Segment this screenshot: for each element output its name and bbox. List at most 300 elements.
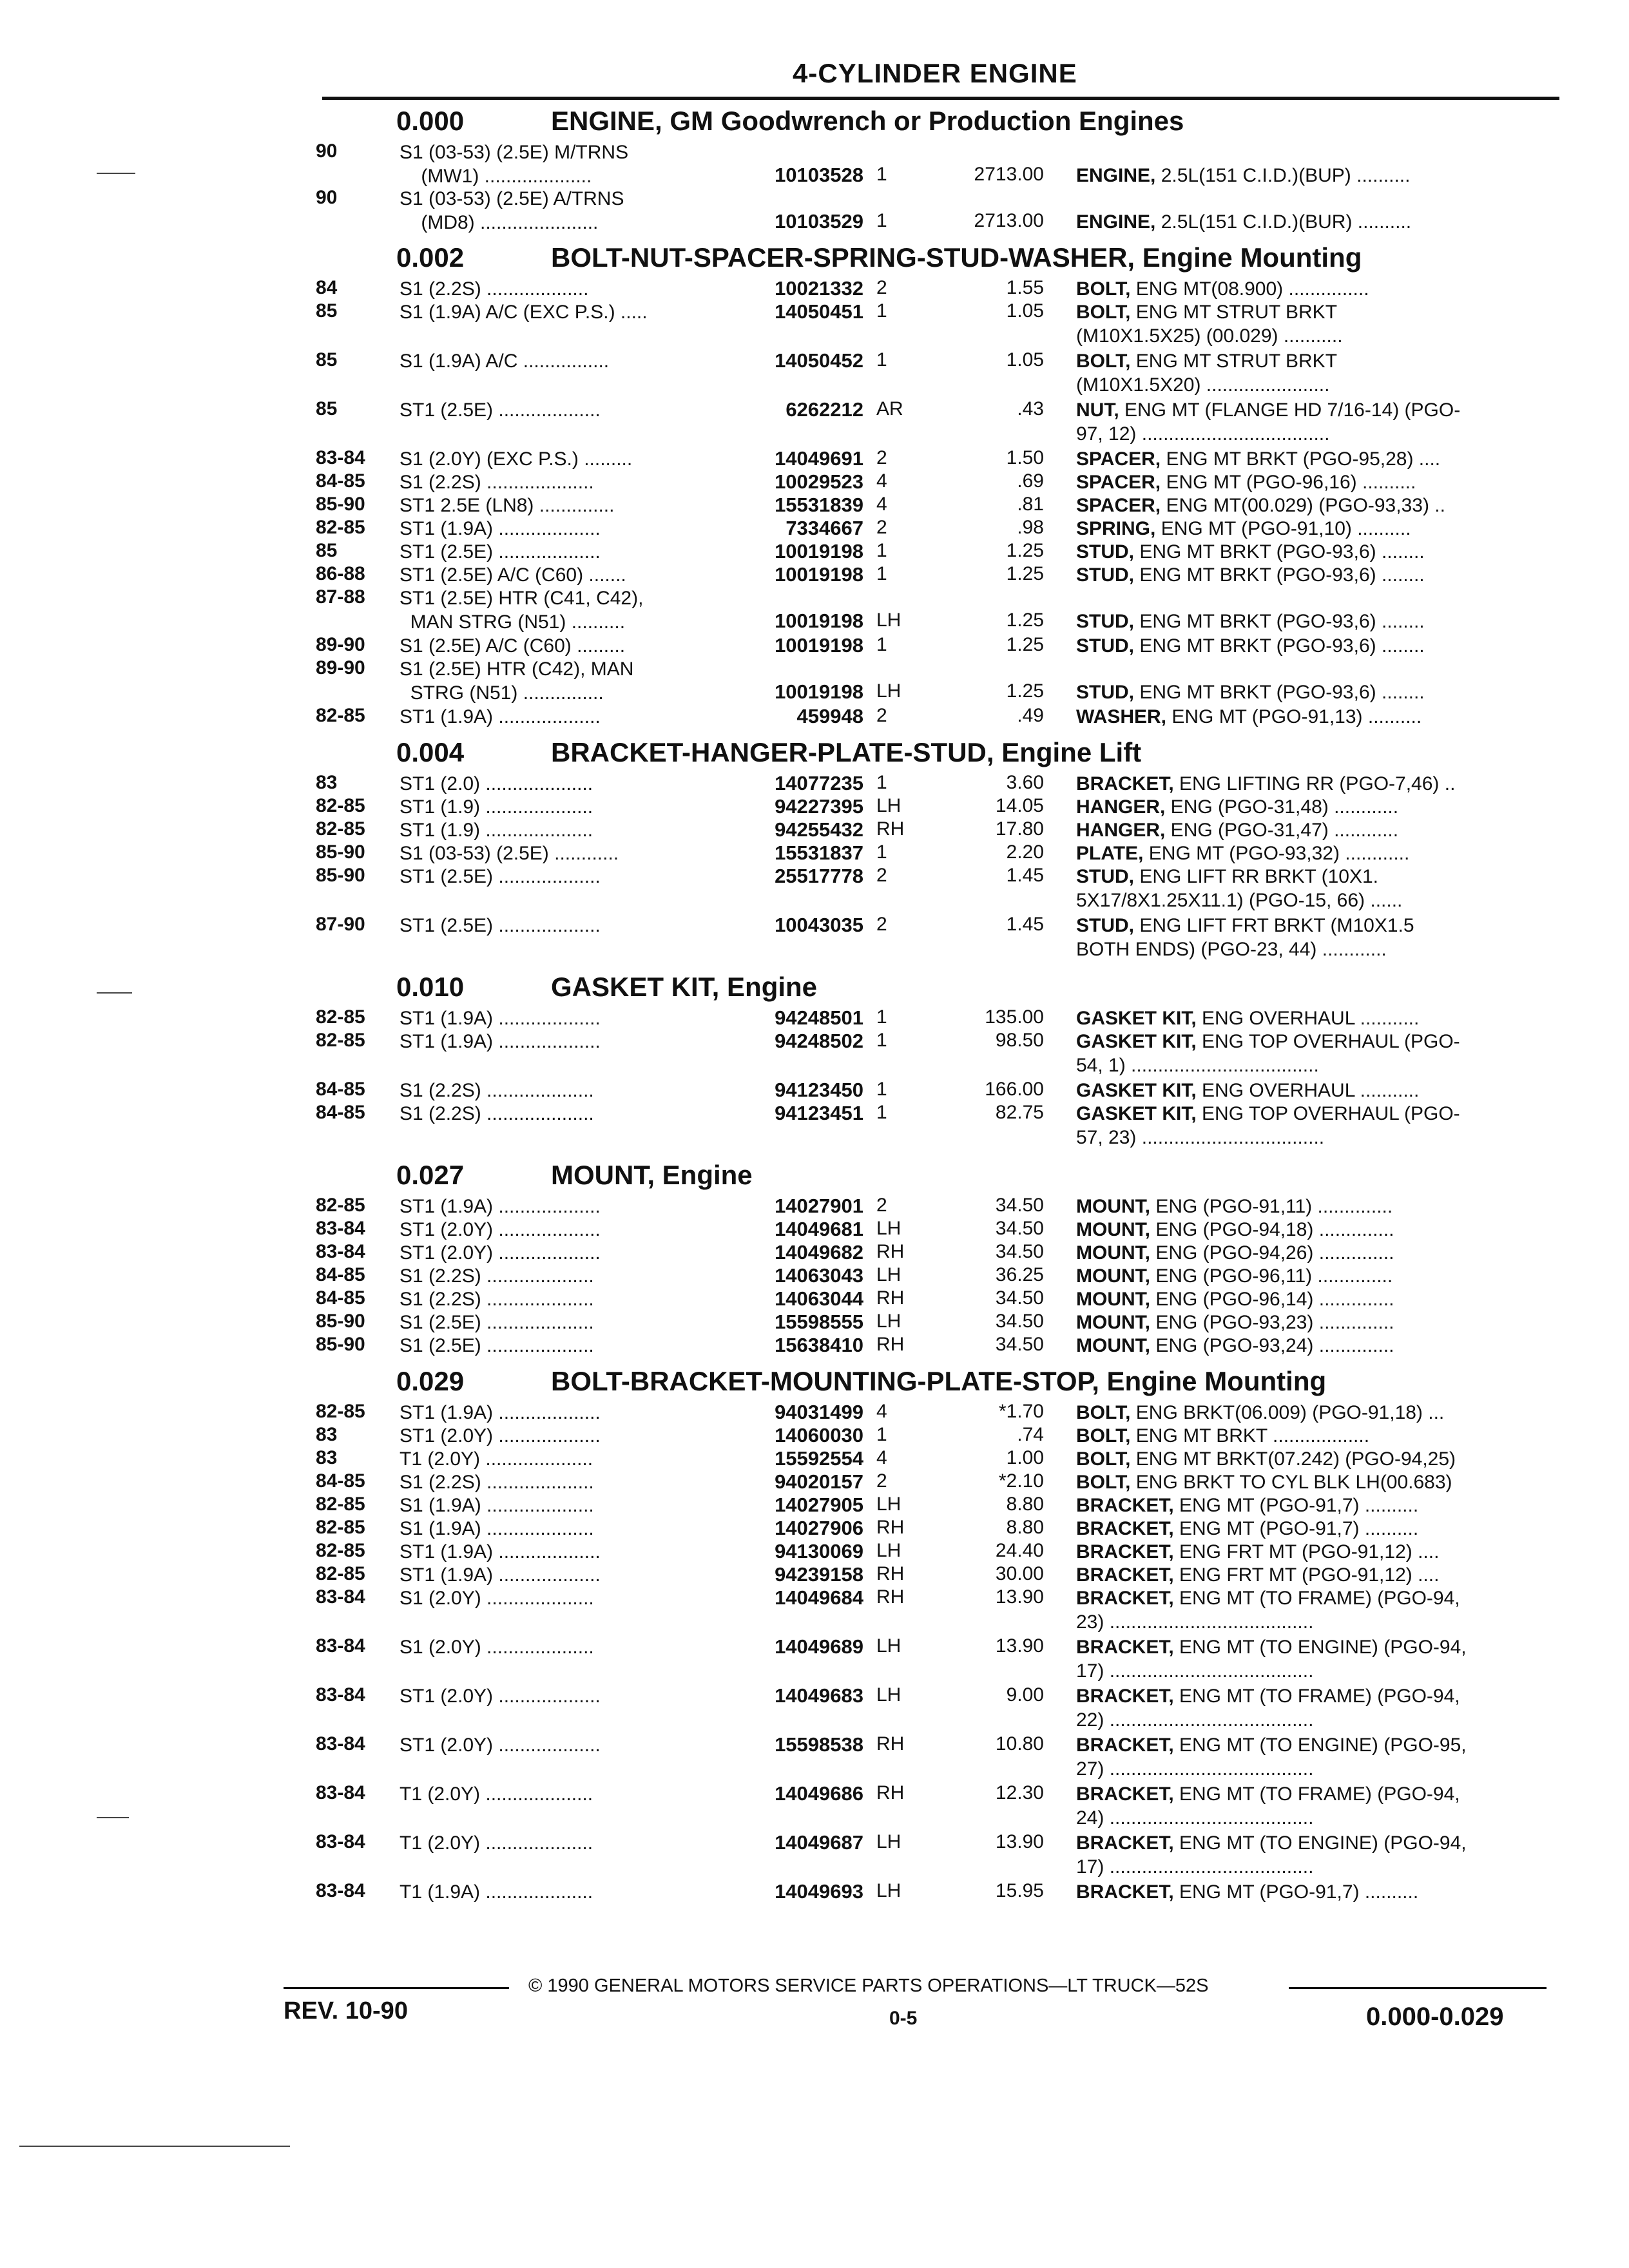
part-number: 10019198: [775, 540, 863, 562]
price: 3.60: [1006, 772, 1044, 793]
model-year: 82-85: [316, 1563, 365, 1584]
part-number: 10103528: [775, 164, 863, 186]
part-description: [1076, 563, 1553, 587]
price: *2.10: [998, 1470, 1044, 1492]
part-name: MOUNT,: [1076, 1196, 1150, 1217]
model-year: 85: [316, 398, 338, 419]
model-year: 82-85: [316, 1030, 365, 1051]
part-description: [1076, 1006, 1553, 1030]
part-description: [1076, 1563, 1553, 1587]
part-description: [1076, 1334, 1553, 1358]
part-description: [1076, 1311, 1553, 1334]
part-name: MOUNT,: [1076, 1312, 1150, 1333]
model-year: 82-85: [316, 517, 365, 538]
part-detail: 2.5L(151 C.I.D.)(BUP) ..........: [1155, 165, 1411, 186]
model-application: ST1 (2.0Y) ...................: [400, 1219, 601, 1240]
part-row: [316, 1831, 1559, 1880]
part-detail: ENG (PGO-91,11) ..............: [1150, 1196, 1393, 1217]
part-row: [316, 865, 1559, 914]
part-number: 10019198: [775, 610, 863, 632]
model-year: 82-85: [316, 818, 365, 840]
page-header: [322, 58, 1559, 100]
model-application: ST1 (2.0Y) ...................: [400, 1686, 601, 1707]
part-name: MOUNT,: [1076, 1242, 1150, 1264]
part-number: 14027906: [775, 1517, 863, 1539]
part-row: [316, 1401, 1559, 1424]
part-name: BRACKET,: [1076, 1518, 1174, 1539]
quantity: LH: [876, 1540, 901, 1561]
section-code: 0.000: [396, 106, 465, 136]
part-description: [1076, 1831, 1553, 1879]
part-number: 14063043: [775, 1264, 863, 1287]
part-name: MOUNT,: [1076, 1265, 1150, 1287]
quantity: LH: [876, 1831, 901, 1852]
price: 8.80: [1006, 1517, 1044, 1538]
part-number: 14049689: [775, 1635, 863, 1658]
part-number: 14049682: [775, 1241, 863, 1264]
model-year: 85: [316, 540, 338, 561]
quantity: RH: [876, 1241, 905, 1262]
part-name: BOLT,: [1076, 1402, 1131, 1423]
quantity: 2: [876, 1470, 887, 1492]
part-row: [316, 1006, 1559, 1030]
section-title: GASKET KIT, Engine: [551, 972, 818, 1002]
part-number: 94227395: [775, 795, 863, 818]
model-year: 84: [316, 277, 338, 298]
part-detail: ENG BRKT TO CYL BLK LH(00.683): [1130, 1472, 1452, 1493]
part-name: BRACKET,: [1076, 1881, 1174, 1903]
price: .49: [1017, 705, 1044, 726]
section-title: BRACKET-HANGER-PLATE-STUD, Engine Lift: [551, 737, 1142, 767]
model-application: S1 (2.0Y) (EXC P.S.) .........: [400, 448, 633, 470]
model-year: 86-88: [316, 563, 365, 584]
quantity: 1: [876, 634, 887, 655]
part-detail: ENG LIFT RR BRKT (10X1. 5X17/8X1.25X11.1) (PGO-15, 66) ......: [1076, 866, 1403, 911]
quantity: RH: [876, 1517, 905, 1538]
price: 15.95: [995, 1880, 1044, 1901]
model-application: S1 (2.5E) ....................: [400, 1335, 594, 1356]
part-number: 94130069: [775, 1540, 863, 1562]
part-name: GASKET KIT,: [1076, 1080, 1197, 1101]
part-row: [316, 140, 1559, 187]
part-number: 10019198: [775, 563, 863, 586]
model-year: 83-84: [316, 1586, 365, 1608]
footer-rule-right: [1289, 1987, 1547, 1989]
model-application: S1 (2.5E) ....................: [400, 1312, 594, 1333]
part-row: [316, 1264, 1559, 1287]
part-description: [1076, 1401, 1553, 1425]
quantity: 1: [876, 349, 887, 370]
model-year: 82-85: [316, 795, 365, 816]
model-application: ST1 (2.5E) ...................: [400, 866, 601, 887]
part-row: [316, 1733, 1559, 1782]
part-row: [316, 1334, 1559, 1357]
price: 14.05: [995, 795, 1044, 816]
price: 1.00: [1006, 1447, 1044, 1468]
part-description: [1076, 914, 1553, 961]
section-heading: [316, 966, 1559, 1006]
part-description: [1076, 1470, 1553, 1494]
part-name: BRACKET,: [1076, 1832, 1174, 1854]
quantity: 1: [876, 841, 887, 863]
model-application: S1 (2.2S) ....................: [400, 472, 594, 493]
part-detail: ENG FRT MT (PGO-91,12) ....: [1173, 1541, 1440, 1562]
margin-mark: [19, 2146, 290, 2147]
part-detail: ENG (PGO-94,26) ..............: [1150, 1242, 1394, 1264]
part-number: 14049691: [775, 447, 863, 470]
model-application: ST1 (1.9A) ...................: [400, 1031, 601, 1052]
section-title: BOLT-NUT-SPACER-SPRING-STUD-WASHER, Engine Mounting: [551, 242, 1362, 273]
part-number: 14027901: [775, 1195, 863, 1217]
quantity: 2: [876, 865, 887, 886]
model-application: S1 (2.2S) ....................: [400, 1472, 594, 1493]
price: 1.25: [1006, 540, 1044, 561]
quantity: LH: [876, 610, 901, 631]
part-number: 14050452: [775, 349, 863, 372]
section-title: ENGINE, GM Goodwrench or Production Engines: [551, 106, 1184, 136]
quantity: RH: [876, 1586, 905, 1608]
price: 1.45: [1006, 865, 1044, 886]
part-name: MOUNT,: [1076, 1335, 1150, 1356]
model-year: 87-88: [316, 586, 365, 608]
model-year: 83-84: [316, 1831, 365, 1852]
part-detail: ENG OVERHAUL ...........: [1196, 1080, 1420, 1101]
price: 34.50: [995, 1334, 1044, 1355]
price: 98.50: [995, 1030, 1044, 1051]
part-number: 14049681: [775, 1218, 863, 1240]
price: 1.55: [1006, 277, 1044, 298]
quantity: 4: [876, 1401, 887, 1422]
model-year: 84-85: [316, 470, 365, 492]
part-name: BRACKET,: [1076, 773, 1174, 794]
part-name: BRACKET,: [1076, 1783, 1174, 1805]
price: 166.00: [985, 1079, 1044, 1100]
model-year: 85-90: [316, 494, 365, 515]
part-number: 14049683: [775, 1684, 863, 1707]
revision-label: REV. 10-90: [284, 1997, 408, 2024]
quantity: AR: [876, 398, 903, 419]
model-year: 84-85: [316, 1470, 365, 1492]
quantity: RH: [876, 818, 905, 840]
part-detail: ENG TOP OVERHAUL (PGO- 54, 1) ...................................: [1076, 1031, 1460, 1076]
model-application: T1 (1.9A) ....................: [400, 1881, 593, 1903]
quantity: 2: [876, 914, 887, 935]
quantity: 1: [876, 1006, 887, 1028]
model-year: 84-85: [316, 1264, 365, 1285]
quantity: RH: [876, 1782, 905, 1803]
part-detail: ENG MT BRKT (PGO-93,6) ........: [1134, 611, 1425, 632]
part-detail: ENG (PGO-31,48) ............: [1165, 796, 1399, 818]
model-application: ST1 (1.9A) ...................: [400, 1008, 601, 1029]
part-number: 14049693: [775, 1880, 863, 1903]
part-detail: ENG TOP OVERHAUL (PGO- 57, 23) ..................................: [1076, 1103, 1460, 1148]
quantity: LH: [876, 795, 901, 816]
quantity: LH: [876, 1684, 901, 1706]
part-detail: ENG MT BRKT (PGO-93,6) ........: [1134, 682, 1425, 703]
model-year: 90: [316, 140, 338, 162]
part-detail: ENG MT (TO FRAME) (PGO-94, 24) ......................................: [1076, 1783, 1460, 1829]
part-name: HANGER,: [1076, 796, 1166, 818]
part-number: 14050451: [775, 300, 863, 323]
part-detail: ENG MT (FLANGE HD 7/16-14) (PGO- 97, 12) ...................................: [1076, 399, 1461, 445]
page-title: 4-CYLINDER ENGINE: [793, 58, 1077, 88]
margin-mark: [97, 1817, 129, 1818]
model-year: 87-90: [316, 914, 365, 935]
part-description: [1076, 610, 1553, 633]
model-application: S1 (1.9A) ....................: [400, 1495, 594, 1516]
part-detail: ENG MT BRKT (PGO-93,6) ........: [1134, 564, 1425, 586]
price: 34.50: [995, 1195, 1044, 1216]
price: .74: [1017, 1424, 1044, 1445]
part-row: [316, 705, 1559, 728]
part-name: BOLT,: [1076, 1472, 1131, 1493]
model-application: S1 (2.2S) ....................: [400, 1103, 594, 1124]
part-description: [1076, 1218, 1553, 1242]
part-row: [316, 1517, 1559, 1540]
model-application: ST1 (2.0Y) ...................: [400, 1735, 601, 1756]
part-row: [316, 1079, 1559, 1102]
model-application: ST1 (2.5E) ...................: [400, 399, 601, 421]
price: 36.25: [995, 1264, 1044, 1285]
quantity: 2: [876, 277, 887, 298]
part-detail: ENG MT (TO ENGINE) (PGO-95, 27) ......................................: [1076, 1735, 1467, 1780]
part-number: 94248501: [775, 1006, 863, 1029]
model-year: 85: [316, 300, 338, 322]
part-description: [1076, 1447, 1553, 1471]
part-row: [316, 841, 1559, 865]
part-row: [316, 187, 1559, 233]
part-number: 10043035: [775, 914, 863, 936]
part-name: STUD,: [1076, 541, 1134, 562]
price: 30.00: [995, 1563, 1044, 1584]
model-year: 89-90: [316, 657, 365, 678]
part-number: 14027905: [775, 1494, 863, 1516]
part-description: [1076, 210, 1553, 234]
part-number: 94031499: [775, 1401, 863, 1423]
part-name: SPACER,: [1076, 495, 1161, 516]
part-detail: ENG MT(08.900) ...............: [1130, 278, 1369, 300]
section-heading: [316, 101, 1559, 140]
part-detail: ENG MT BRKT ..................: [1130, 1425, 1370, 1446]
model-year: 82-85: [316, 1401, 365, 1422]
price: 24.40: [995, 1540, 1044, 1561]
part-row: [316, 1424, 1559, 1447]
part-row: [316, 586, 1559, 634]
model-year: 83-84: [316, 1218, 365, 1239]
quantity: LH: [876, 1311, 901, 1332]
part-description: [1076, 349, 1553, 397]
price: .69: [1017, 470, 1044, 492]
part-name: BRACKET,: [1076, 1564, 1174, 1586]
part-row: [316, 447, 1559, 470]
part-name: STUD,: [1076, 915, 1134, 936]
part-detail: ENG MT (PGO-91,13) ..........: [1166, 706, 1422, 727]
part-name: WASHER,: [1076, 706, 1167, 727]
price: 135.00: [985, 1006, 1044, 1028]
part-number: 7334667: [786, 517, 863, 539]
part-detail: ENG MT (TO FRAME) (PGO-94, 23) ......................................: [1076, 1588, 1460, 1633]
quantity: LH: [876, 680, 901, 702]
page-footer: [284, 1972, 1540, 2062]
quantity: 1: [876, 540, 887, 561]
part-description: [1076, 818, 1553, 842]
model-application: ST1 (1.9A) ...................: [400, 1541, 601, 1562]
part-number: 15638410: [775, 1334, 863, 1356]
model-year: 85: [316, 349, 338, 370]
part-detail: ENG LIFT FRT BRKT (M10X1.5 BOTH ENDS) (PGO-23, 44) ............: [1076, 915, 1414, 960]
part-row: [316, 1586, 1559, 1635]
quantity: LH: [876, 1880, 901, 1901]
quantity: RH: [876, 1287, 905, 1309]
price: 17.80: [995, 818, 1044, 840]
part-row: [316, 914, 1559, 963]
part-row: [316, 1241, 1559, 1264]
price: 2713.00: [974, 164, 1044, 185]
part-name: GASKET KIT,: [1076, 1103, 1197, 1124]
model-application: ST1 (2.5E) ...................: [400, 915, 601, 936]
part-row: [316, 1635, 1559, 1684]
part-row: [316, 470, 1559, 494]
part-description: [1076, 795, 1553, 819]
quantity: 1: [876, 300, 887, 322]
part-description: [1076, 470, 1553, 494]
part-name: HANGER,: [1076, 820, 1166, 841]
part-name: BRACKET,: [1076, 1541, 1174, 1562]
price: 10.80: [995, 1733, 1044, 1754]
part-number: 94248502: [775, 1030, 863, 1052]
part-detail: ENG MT STRUT BRKT (M10X1.5X25) (00.029) ...........: [1076, 302, 1343, 347]
part-description: [1076, 1880, 1553, 1904]
part-detail: ENG (PGO-96,14) ..............: [1150, 1289, 1394, 1310]
part-description: [1076, 1264, 1553, 1288]
quantity: 1: [876, 1079, 887, 1100]
price: 34.50: [995, 1287, 1044, 1309]
model-application: ST1 (2.0Y) ...................: [400, 1242, 601, 1264]
price: 13.90: [995, 1586, 1044, 1608]
model-year: 83-84: [316, 1684, 365, 1706]
model-year: 83-84: [316, 1733, 365, 1754]
model-application: S1 (1.9A) A/C (EXC P.S.) .....: [400, 302, 648, 323]
part-name: SPACER,: [1076, 472, 1161, 493]
model-year: 83: [316, 1424, 338, 1445]
part-row: [316, 1494, 1559, 1517]
part-number: 94020157: [775, 1470, 863, 1493]
part-description: [1076, 1195, 1553, 1218]
part-name: MOUNT,: [1076, 1289, 1150, 1310]
part-description: [1076, 1287, 1553, 1311]
quantity: RH: [876, 1563, 905, 1584]
part-number: 15598538: [775, 1733, 863, 1756]
price: 1.45: [1006, 914, 1044, 935]
part-detail: ENG MT (TO ENGINE) (PGO-94, 17) ......................................: [1076, 1832, 1467, 1878]
model-application: S1 (03-53) (2.5E) ............: [400, 843, 619, 864]
copyright-notice: © 1990 GENERAL MOTORS SERVICE PARTS OPERATIONS—LT TRUCK—52S: [528, 1975, 1209, 1996]
part-number: 94255432: [775, 818, 863, 841]
model-application: ST1 (1.9) ....................: [400, 820, 593, 841]
part-number: 10019198: [775, 680, 863, 703]
part-number: 10103529: [775, 210, 863, 233]
price: 1.05: [1006, 300, 1044, 322]
price: *1.70: [998, 1401, 1044, 1422]
part-row: [316, 398, 1559, 447]
part-number: 14060030: [775, 1424, 863, 1446]
price: 1.25: [1006, 563, 1044, 584]
part-name: BRACKET,: [1076, 1588, 1174, 1609]
model-application: S1 (2.5E) A/C (C60) .........: [400, 635, 626, 657]
price: 1.25: [1006, 680, 1044, 702]
model-application: S1 (2.2S) ....................: [400, 1080, 594, 1101]
model-application: S1 (2.0Y) ....................: [400, 1588, 594, 1609]
part-name: STUD,: [1076, 866, 1134, 887]
part-detail: ENG MT (PGO-91,10) ..........: [1155, 518, 1411, 539]
part-name: ENGINE,: [1076, 211, 1156, 233]
part-description: [1076, 1030, 1553, 1077]
part-detail: ENG (PGO-93,24) ..............: [1150, 1335, 1394, 1356]
model-application: ST1 (2.0Y) ...................: [400, 1425, 601, 1446]
part-detail: ENG MT(00.029) (PGO-93,33) ..: [1161, 495, 1445, 516]
part-description: [1076, 1241, 1553, 1265]
part-detail: ENG BRKT(06.009) (PGO-91,18) ...: [1130, 1402, 1445, 1423]
part-name: BOLT,: [1076, 278, 1131, 300]
catalog-section: [316, 237, 1559, 728]
price: 12.30: [995, 1782, 1044, 1803]
part-row: [316, 300, 1559, 349]
part-row: [316, 540, 1559, 563]
part-description: [1076, 1102, 1553, 1149]
part-detail: ENG MT (TO FRAME) (PGO-94, 22) ......................................: [1076, 1686, 1460, 1731]
part-description: [1076, 634, 1553, 658]
part-description: [1076, 540, 1553, 564]
part-name: BOLT,: [1076, 351, 1131, 372]
quantity: RH: [876, 1334, 905, 1355]
part-detail: ENG FRT MT (PGO-91,12) ....: [1173, 1564, 1440, 1586]
model-application: ST1 (1.9) ....................: [400, 796, 593, 818]
part-detail: ENG MT (PGO-93,32) ............: [1143, 843, 1410, 864]
catalog-section: [316, 101, 1559, 233]
part-name: GASKET KIT,: [1076, 1008, 1197, 1029]
model-application: T1 (2.0Y) ....................: [400, 1783, 593, 1805]
part-description: [1076, 865, 1553, 912]
model-year: 82-85: [316, 1006, 365, 1028]
margin-mark: [97, 992, 132, 994]
model-application: S1 (2.2S) ...................: [400, 278, 589, 300]
quantity: LH: [876, 1635, 901, 1657]
model-year: 82-85: [316, 1517, 365, 1538]
quantity: 4: [876, 494, 887, 515]
part-number: 459948: [796, 705, 863, 727]
part-name: ENGINE,: [1076, 165, 1156, 186]
price: 34.50: [995, 1241, 1044, 1262]
quantity: 1: [876, 1424, 887, 1445]
part-row: [316, 1540, 1559, 1563]
part-row: [316, 1311, 1559, 1334]
part-name: PLATE,: [1076, 843, 1144, 864]
model-application: S1 (2.2S) ....................: [400, 1289, 594, 1310]
quantity: 1: [876, 772, 887, 793]
price: 9.00: [1006, 1684, 1044, 1706]
part-row: [316, 818, 1559, 841]
model-year: 85-90: [316, 1334, 365, 1355]
model-year: 85-90: [316, 865, 365, 886]
model-application: S1 (1.9A) A/C ................: [400, 351, 610, 372]
model-year: 84-85: [316, 1079, 365, 1100]
model-application: ST1 (1.9A) ...................: [400, 1564, 601, 1586]
quantity: 4: [876, 470, 887, 492]
margin-mark: [97, 173, 135, 174]
part-detail: ENG MT (PGO-91,7) ..........: [1173, 1518, 1419, 1539]
price: .98: [1017, 517, 1044, 538]
part-number: 6262212: [786, 398, 863, 421]
